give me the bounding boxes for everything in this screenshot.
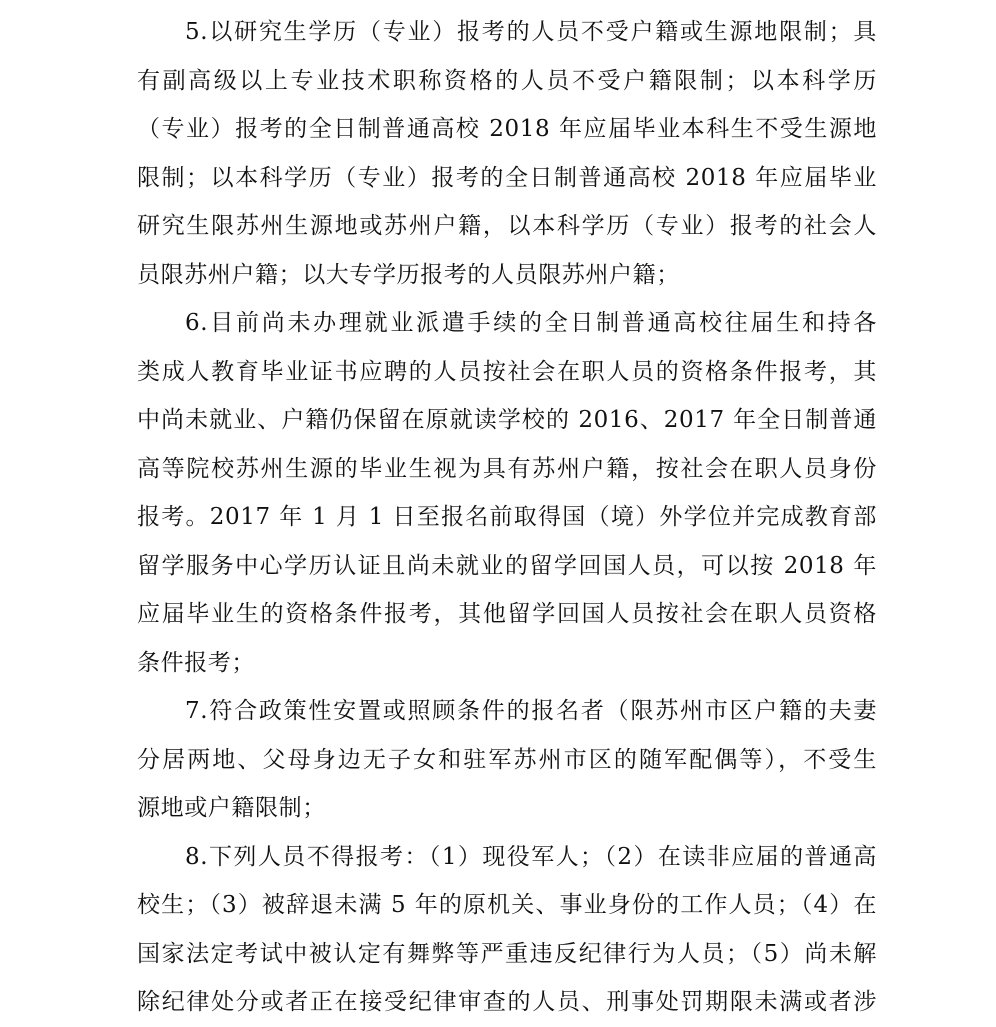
paragraph-5-line-1: 5.以研究生学历（专业）报考的人员不受户籍或生源地限制；具 — [185, 19, 877, 45]
paragraph-5-line-3: （专业）报考的全日制普通高校 2018 年应届毕业本科生不受生源地 — [137, 116, 877, 142]
paragraph-7-line-3: 源地或户籍限制； — [137, 795, 326, 821]
paragraph-6-line-5: 报考。2017 年 1 月 1 日至报名前取得国（境）外学位并完成教育部 — [137, 504, 877, 530]
paragraph-7-line-2: 分居两地、父母身边无子女和驻军苏州市区的随军配偶等），不受生 — [137, 746, 877, 773]
paragraph-8-line-2: 校生；（3）被辞退未满 5 年的原机关、事业身份的工作人员；（4）在 — [137, 892, 877, 918]
paragraph-6-line-4: 高等院校苏州生源的毕业生视为具有苏州户籍，按社会在职人员身份 — [137, 455, 877, 482]
paragraph-6-line-2: 类成人教育毕业证书应聘的人员按社会在职人员的资格条件报考，其 — [137, 358, 877, 385]
paragraph-8-line-3: 国家法定考试中被认定有舞弊等严重违反纪律行为人员；（5）尚未解 — [137, 940, 877, 967]
paragraph-6-line-6: 留学服务中心学历认证且尚未就业的留学回国人员，可以按 2018 年 — [137, 552, 877, 579]
paragraph-8-line-1: 8.下列人员不得报考：（1）现役军人；（2）在读非应届的普通高 — [185, 843, 877, 870]
paragraph-7-line-1: 7.符合政策性安置或照顾条件的报名者（限苏州市区户籍的夫妻 — [185, 698, 877, 724]
paragraph-5-line-2: 有副高级以上专业技术职称资格的人员不受户籍限制；以本科学历 — [137, 67, 877, 94]
paragraph-5-line-5: 研究生限苏州生源地或苏州户籍，以本科学历（专业）报考的社会人 — [137, 213, 877, 239]
paragraph-6-line-3: 中尚未就业、户籍仍保留在原就读学校的 2016、2017 年全日制普通 — [137, 407, 877, 433]
paragraph-5-line-6: 员限苏州户籍；以大专学历报考的人员限苏州户籍； — [137, 261, 680, 288]
paragraph-6-line-1: 6.目前尚未办理就业派遣手续的全日制普通高校往届生和持各 — [185, 310, 877, 336]
paragraph-5-line-4: 限制；以本科学历（专业）报考的全日制普通高校 2018 年应届毕业 — [137, 164, 877, 191]
paragraph-8-line-4: 除纪律处分或者正在接受纪律审查的人员、刑事处罚期限未满或者涉 — [137, 989, 877, 1015]
document-body — [137, 8, 877, 1027]
paragraph-6-line-7: 应届毕业生的资格条件报考，其他留学回国人员按社会在职人员资格 — [137, 601, 877, 627]
paragraph-6-line-8: 条件报考； — [137, 649, 255, 676]
